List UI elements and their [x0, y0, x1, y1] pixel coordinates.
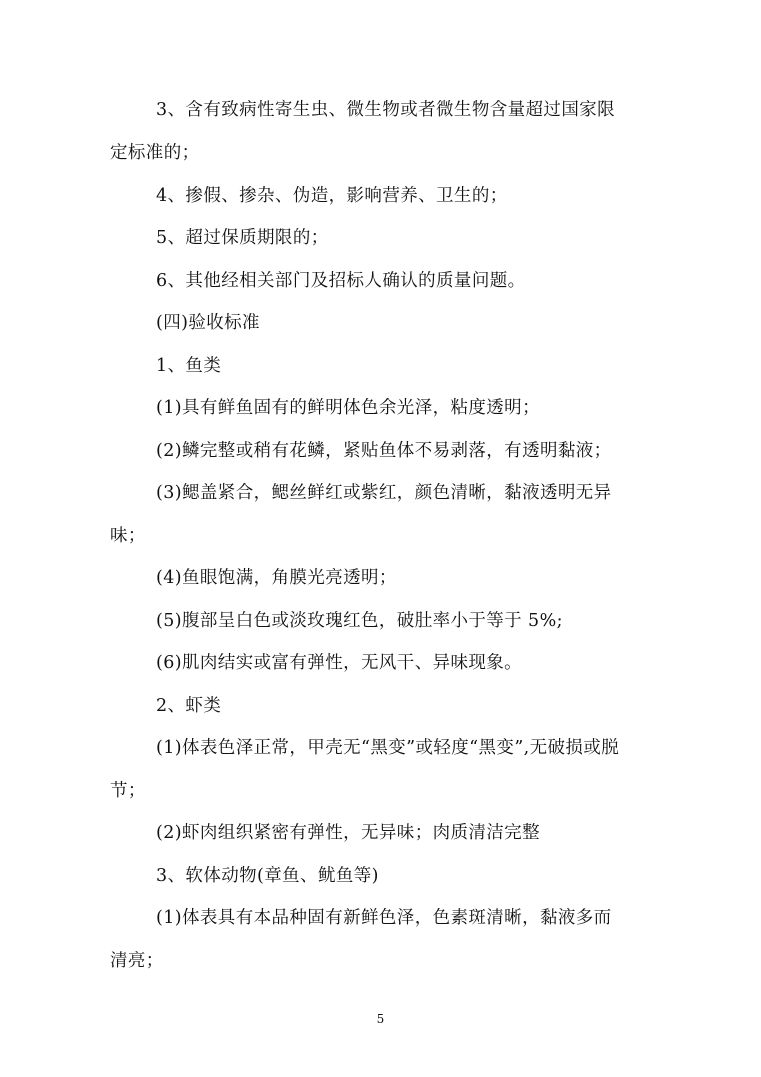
subsection-heading: 1、鱼类 — [156, 356, 222, 376]
text-line: 5、超过保质期限的； — [156, 228, 329, 248]
subsection-heading: 3、软体动物(章鱼、鱿鱼等) — [156, 866, 379, 886]
text-line: (6)肌肉结实或富有弹性，无风干、异味现象。 — [156, 653, 523, 673]
subsection-heading: 2、虾类 — [156, 696, 222, 716]
text-line: (3)鳃盖紧合，鳃丝鲜红或紫红，颜色清晰，黏液透明无异 — [156, 483, 612, 503]
text-line: (1)体表具有本品种固有新鲜色泽，色素斑清晰，黏液多而 — [156, 908, 612, 928]
text-line: 味； — [110, 526, 146, 546]
page-number: 5 — [376, 1012, 385, 1026]
text-line: (2)鳞完整或稍有花鳞，紧贴鱼体不易剥落，有透明黏液； — [156, 441, 612, 461]
text-line: (2)虾肉组织紧密有弹性，无异味；肉质清洁完整 — [156, 823, 540, 843]
text-line: 6、其他经相关部门及招标人确认的质量问题。 — [156, 271, 526, 291]
text-line: 节； — [110, 781, 146, 801]
text-line: (5)腹部呈白色或淡玫瑰红色，破肚率小于等于 5%; — [156, 611, 563, 631]
text-line: (1)具有鲜鱼固有的鲜明体色余光泽，粘度透明； — [156, 398, 540, 418]
text-line: (4)鱼眼饱满，角膜光亮透明； — [156, 568, 397, 588]
section-heading: (四)验收标准 — [156, 313, 260, 333]
text-line: 4、掺假、掺杂、伪造，影响营养、卫生的； — [156, 186, 508, 206]
text-line: 3、含有致病性寄生虫、微生物或者微生物含量超过国家限 — [156, 100, 616, 120]
text-line: 定标准的； — [110, 143, 200, 163]
text-line: (1)体表色泽正常，甲壳无“黑变”或轻度“黑变”,无破损或脱 — [156, 738, 620, 758]
text-line: 清亮； — [110, 951, 164, 971]
